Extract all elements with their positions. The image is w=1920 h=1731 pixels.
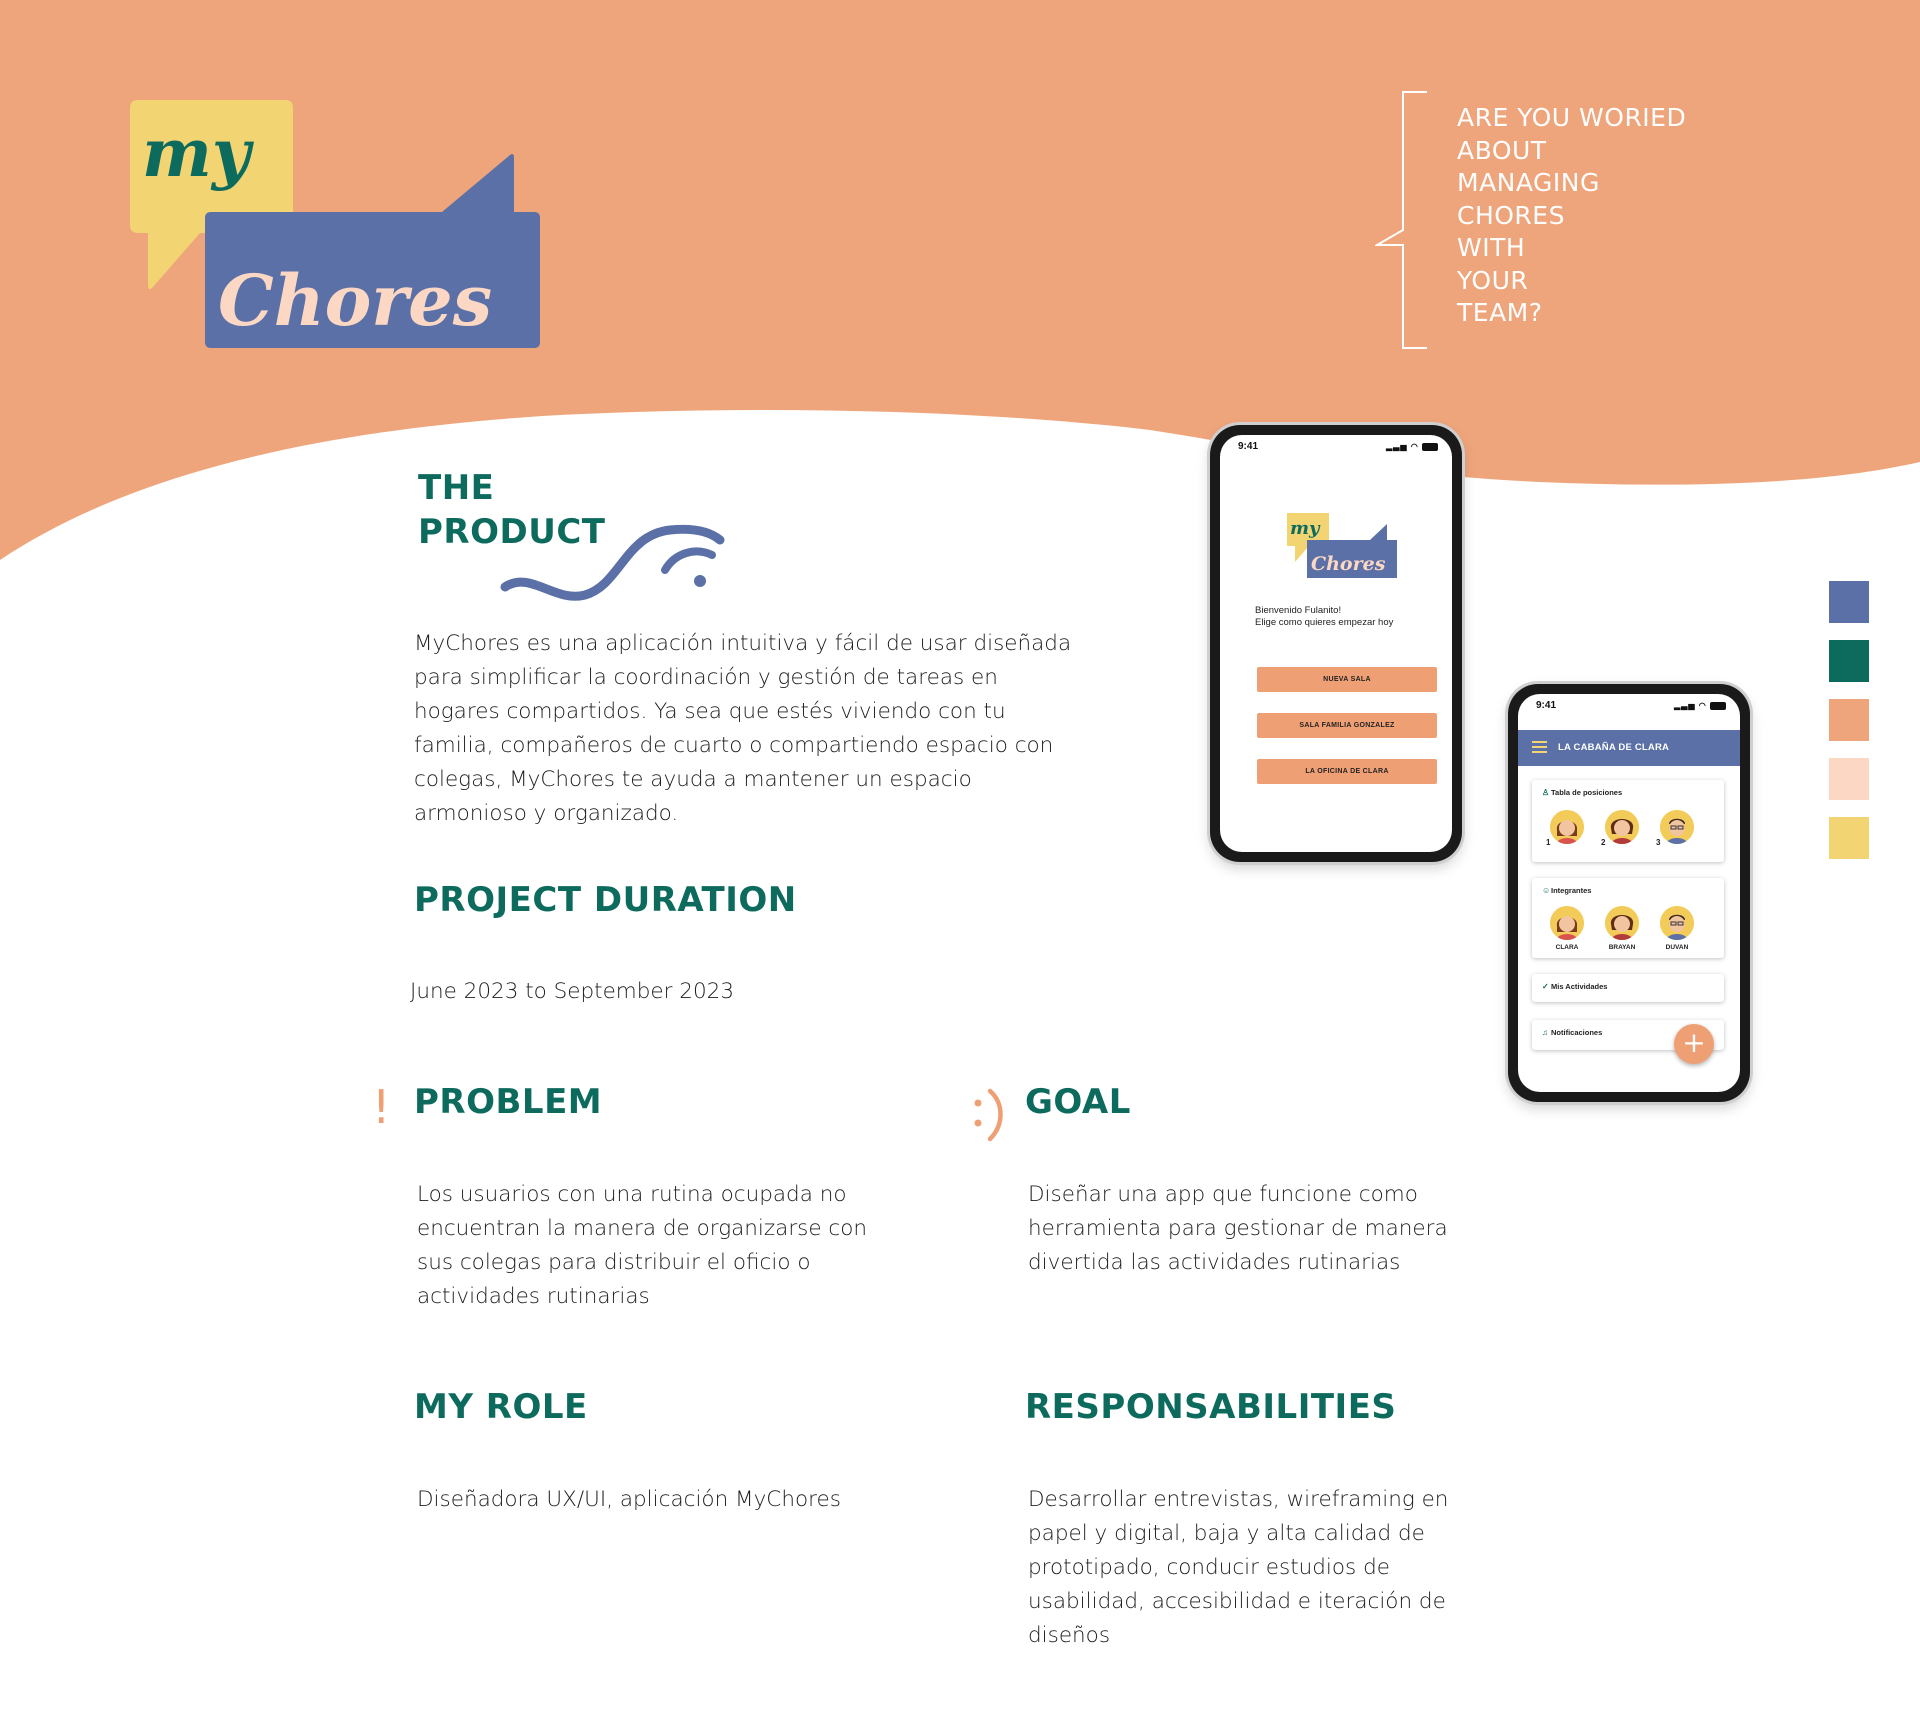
welcome-line2: Elige como quieres empezar hoy	[1255, 617, 1394, 628]
role-text: Diseñadora UX/UI, aplicación MyChores	[417, 1487, 841, 1512]
phone-screen	[1518, 694, 1740, 1092]
phone-mockup-welcome	[1210, 425, 1462, 862]
duration-text: June 2023 to September 2023	[410, 979, 735, 1004]
status-bar	[1518, 694, 1740, 718]
avatar	[1605, 906, 1639, 940]
svg-text:my: my	[1290, 518, 1320, 539]
room-familia-gonzalez-button[interactable]: SALA FAMILIA GONZALEZ	[1257, 713, 1437, 738]
person-icon: ☺	[1542, 886, 1551, 895]
activities-title: ✓ Mis Actividades	[1542, 982, 1608, 991]
tagline-line: MANAGING	[1457, 168, 1600, 197]
tagline-line: ARE YOU WORIED	[1457, 103, 1687, 132]
tagline-line: CHORES	[1457, 200, 1565, 230]
avatar	[1660, 810, 1694, 844]
trophy-icon: ♙	[1542, 788, 1550, 797]
color-swatch-blue	[1829, 581, 1869, 623]
avatar	[1550, 906, 1584, 940]
mychores-logo	[130, 100, 540, 350]
phone-mockup-room	[1508, 684, 1750, 1102]
welcome-message	[1255, 605, 1393, 629]
smile-icon	[972, 1085, 1012, 1145]
room-header	[1518, 730, 1740, 766]
tagline-line: WITH	[1457, 233, 1526, 262]
problem-title: PROBLEM	[414, 1082, 603, 1122]
bell-icon: ♫	[1542, 1028, 1548, 1037]
members-title: ☺Integrantes	[1542, 886, 1592, 895]
color-swatch-orange	[1829, 699, 1869, 741]
room-oficina-clara-button[interactable]: LA OFICINA DE CLARA	[1257, 759, 1437, 784]
members-card[interactable]	[1532, 878, 1724, 958]
goal-title: GOAL	[1025, 1082, 1131, 1122]
tagline-line: TEAM?	[1457, 298, 1543, 327]
welcome-line1: Bienvenido Fulanito!	[1255, 605, 1342, 616]
tagline-line: ABOUT	[1457, 135, 1547, 165]
problem-text: Los usuarios con una rutina ocupada no encuentran la manera de organizarse con sus colegas para distribuir el oficio o actividades rutinarias	[417, 1182, 868, 1309]
room-title: LA CABAÑA DE CLARA	[1558, 742, 1670, 753]
signal-wifi-battery-icon: ▂▃▅ ◠	[1674, 701, 1726, 710]
leaderboard-title: ♙ Tabla de posiciones	[1542, 788, 1623, 797]
activities-card[interactable]	[1532, 974, 1724, 1002]
mychores-logo-small	[1287, 510, 1397, 580]
add-button[interactable]: +	[1674, 1024, 1714, 1064]
product-title-line2: PRODUCT	[418, 512, 606, 552]
avatar	[1550, 810, 1584, 844]
squiggle-decoration-icon	[500, 515, 730, 605]
svg-text:Chores: Chores	[1311, 553, 1386, 575]
leaderboard-card[interactable]	[1532, 780, 1724, 862]
tagline	[1457, 102, 1717, 330]
hamburger-menu-icon[interactable]	[1532, 741, 1547, 753]
responsibilities-text: Desarrollar entrevistas, wireframing en papel y digital, baja y alta calidad de prototipado, conducir estudios de usabilidad, accesibilidad e iteración de diseños	[1028, 1487, 1449, 1648]
responsibilities-title: RESPONSABILITIES	[1025, 1387, 1397, 1427]
rank-number: 1	[1546, 838, 1551, 847]
signal-wifi-battery-icon: ▂▃▅ ◠	[1386, 442, 1438, 451]
member-name: DUVAN	[1665, 944, 1689, 951]
svg-text:Chores: Chores	[218, 259, 493, 342]
duration-title: PROJECT DURATION	[414, 880, 797, 920]
phone-screen	[1220, 435, 1452, 852]
check-circle-icon: ✓	[1542, 982, 1549, 991]
member-name: BRAYAN	[1608, 944, 1636, 951]
avatar	[1605, 810, 1639, 844]
rank-number: 2	[1601, 838, 1606, 847]
product-title-line1: THE	[418, 468, 495, 508]
goal-text: Diseñar una app que funcione como herramienta para gestionar de manera divertida las actividades rutinarias	[1028, 1182, 1448, 1275]
color-swatch-teal	[1829, 640, 1869, 682]
status-bar	[1220, 435, 1452, 459]
color-swatch-yellow	[1829, 817, 1869, 859]
exclamation-icon: !	[372, 1080, 391, 1134]
notifications-title: ♫ Notificaciones	[1542, 1028, 1603, 1037]
tagline-line: YOUR	[1457, 265, 1529, 295]
color-swatch-peach	[1829, 758, 1869, 800]
role-title: MY ROLE	[414, 1387, 588, 1427]
member-name: CLARA	[1555, 944, 1579, 951]
svg-text:my: my	[142, 114, 251, 192]
new-room-button[interactable]: NUEVA SALA	[1257, 667, 1437, 692]
rank-number: 3	[1656, 838, 1661, 847]
product-description: MyChores es una aplicación intuitiva y fácil de usar diseñada para simplificar la coordinación y gestión de tareas en hogares compartidos. Ya sea que estés viviendo con tu familia, compañeros de cuarto o compartiendo espacio con colegas, MyChores te ayuda a mantener un espacio armonioso y organizado.	[414, 631, 1072, 826]
status-time: 9:41	[1536, 700, 1557, 711]
status-time: 9:41	[1238, 441, 1259, 452]
avatar	[1660, 906, 1694, 940]
tagline-brace-icon	[1375, 90, 1430, 350]
